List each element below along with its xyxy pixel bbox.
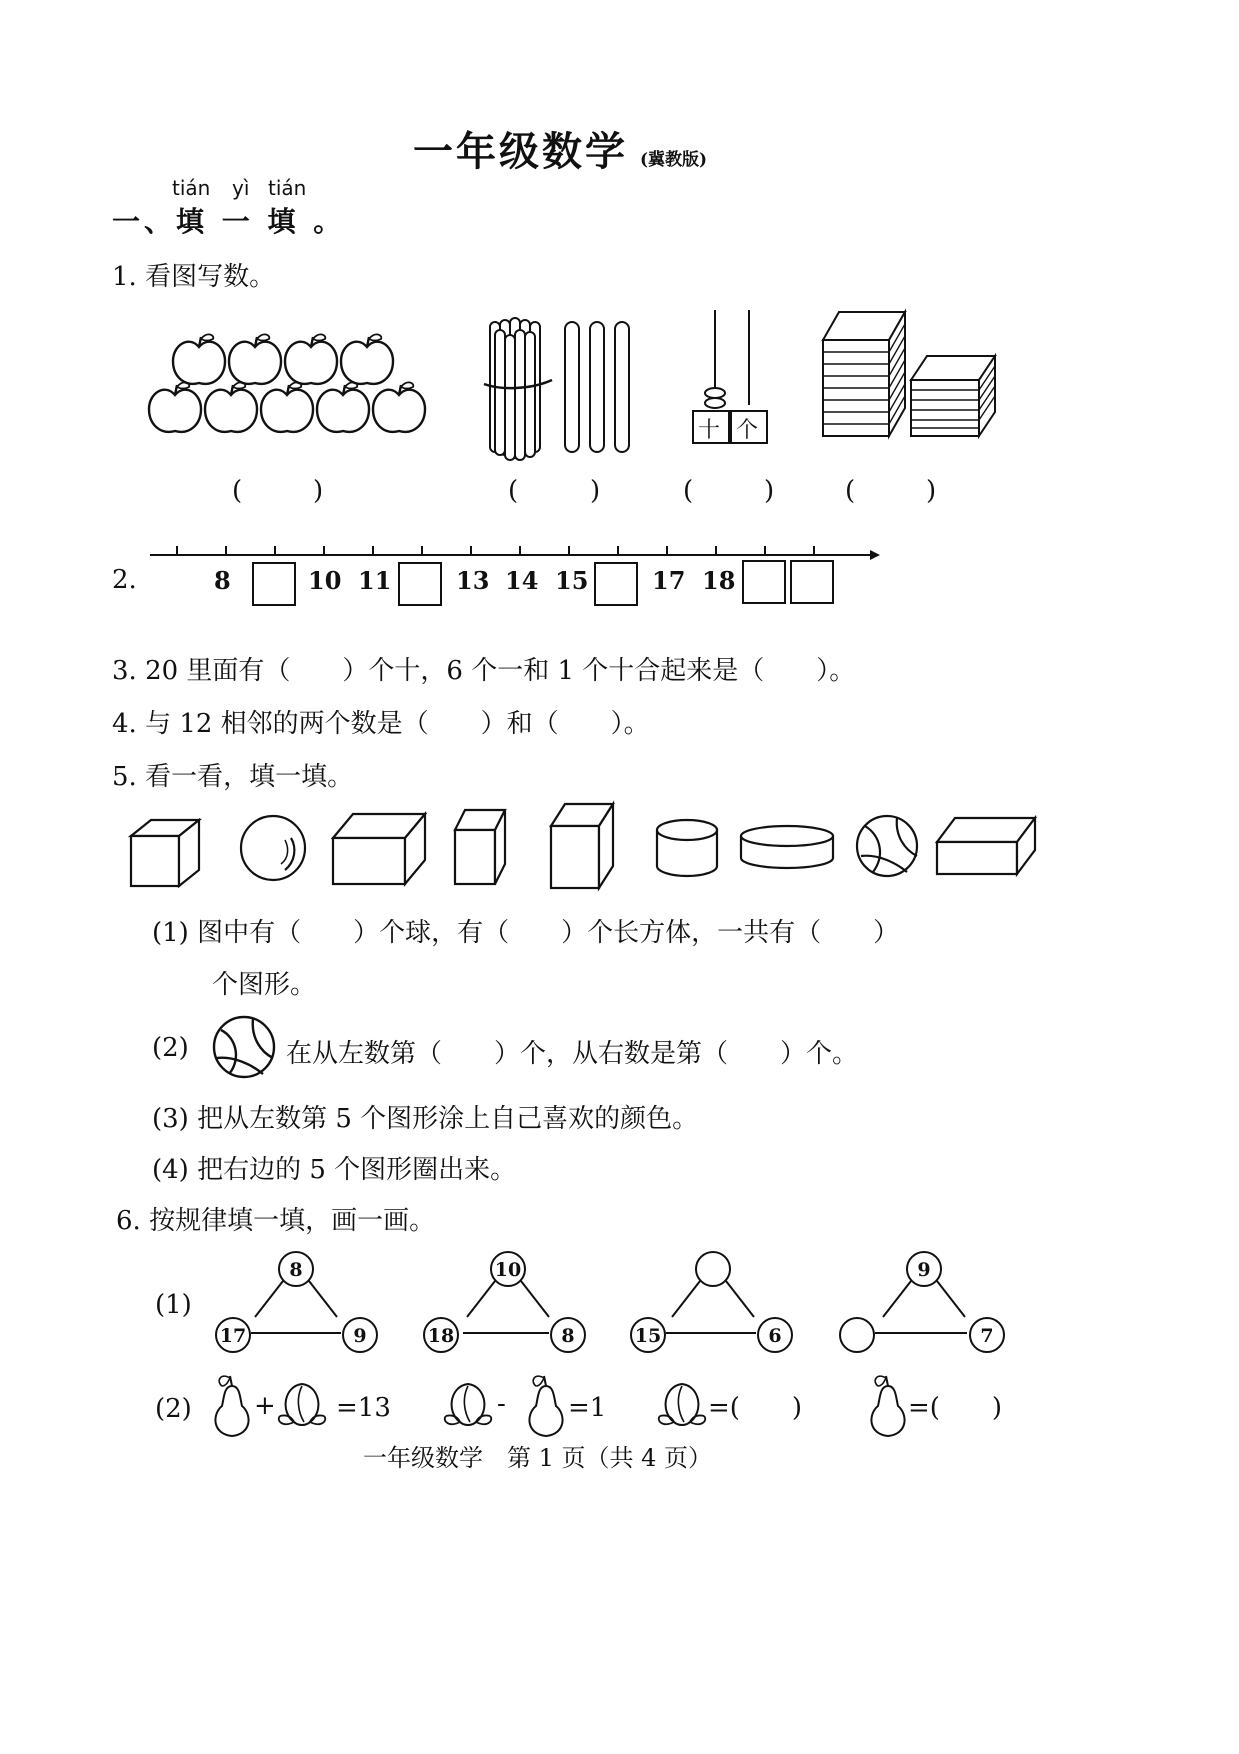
q5-part1-line2: 个图形。 (212, 970, 317, 1000)
equation-3-result: =( ) (708, 1393, 803, 1423)
q1-answer-4-open: ( (845, 476, 856, 506)
triangle-top-number: 10 (494, 1259, 522, 1281)
page-title: 一年级数学 (413, 128, 628, 175)
equation-1-result: =13 (336, 1393, 391, 1423)
triangle-right-number: 6 (768, 1325, 782, 1347)
equation-2-result: =1 (568, 1393, 607, 1423)
q1-answer-1-open: ( (232, 476, 243, 506)
q5-label: 5. 看一看，填一填。 (112, 762, 354, 792)
number-label: 8 (214, 566, 231, 595)
apple-icon (229, 334, 281, 384)
number-label: 15 (555, 566, 589, 595)
q2-label: 2. (112, 565, 137, 595)
apple-icon (261, 382, 313, 432)
apple-icon (373, 382, 425, 432)
number-blank-box[interactable] (790, 560, 834, 604)
books-figure (815, 300, 1005, 450)
number-label: 13 (456, 566, 490, 595)
triangle-right-number: 8 (561, 1325, 575, 1347)
apple-icon (317, 382, 369, 432)
q1-answer-3-close: ) (764, 476, 775, 506)
section-heading: 一、填 一 填 。 (112, 205, 346, 238)
pear-icon (215, 1376, 248, 1436)
apple-icon (285, 334, 337, 384)
q5-part2-text: 在从左数第（ ）个，从右数是第（ ）个。 (286, 1039, 859, 1069)
peach-icon (279, 1384, 325, 1425)
q1-answer-2-close: ) (590, 476, 601, 506)
triangle-top-number: 9 (917, 1259, 931, 1281)
edition-label: (冀教版) (640, 150, 708, 170)
apple-icon (205, 382, 257, 432)
triangle-right-number: 7 (980, 1325, 994, 1347)
q5-part4: (4) 把右边的 5 个图形圈出来。 (152, 1155, 517, 1185)
triangle-right-number: 9 (353, 1325, 367, 1347)
number-blank-box[interactable] (594, 562, 638, 606)
number-label: 14 (505, 566, 539, 595)
q1-answer-1-close: ) (313, 476, 324, 506)
number-blank-box[interactable] (398, 562, 442, 606)
q4-text: 4. 与 12 相邻的两个数是（ ）和（ ）。 (112, 709, 650, 739)
shapes-row (125, 800, 1045, 900)
number-label: 10 (308, 566, 342, 595)
volleyball-icon (211, 1014, 277, 1080)
q6-part1-label: (1) (155, 1290, 192, 1320)
abacus-ones-label: 个 (736, 418, 759, 443)
plus-sign: + (254, 1391, 276, 1421)
q3-text: 3. 20 里面有（ ）个十，6 个一和 1 个十合起来是（ ）。 (112, 656, 856, 686)
q6-part2-label: (2) (155, 1394, 192, 1424)
number-triangles (205, 1245, 1025, 1375)
q1-answer-3-open: ( (683, 476, 694, 506)
number-label: 18 (702, 566, 736, 595)
pinyin-yi: yì (232, 176, 250, 200)
number-blank-box[interactable] (252, 562, 296, 606)
triangle-top-number: 8 (289, 1259, 303, 1281)
abacus-tens-label: 十 (698, 418, 721, 443)
q1-label: 1. 看图写数。 (112, 262, 276, 292)
q1-answer-2-open: ( (508, 476, 519, 506)
peach-icon (659, 1384, 705, 1425)
q5-part2-number: (2) (152, 1033, 189, 1063)
q6-label: 6. 按规律填一填，画一画。 (116, 1206, 436, 1236)
number-label: 17 (652, 566, 686, 595)
triangle-left-number: 15 (634, 1325, 662, 1347)
apple-icon (173, 334, 225, 384)
pear-icon (871, 1376, 904, 1436)
pinyin-tian-1: tián (172, 176, 211, 200)
pinyin-tian-2: tián (268, 176, 307, 200)
pear-icon (529, 1376, 562, 1436)
minus-sign: - (497, 1389, 506, 1419)
fruit-equations (198, 1372, 1038, 1442)
apples-figure (145, 335, 445, 455)
equation-4-result: =( ) (908, 1393, 1003, 1423)
page-footer: 一年级数学 第 1 页（共 4 页） (363, 1444, 713, 1472)
triangle-left-number: 18 (427, 1325, 455, 1347)
q5-part3: (3) 把从左数第 5 个图形涂上自己喜欢的颜色。 (152, 1104, 699, 1134)
triangle-left-number: 17 (219, 1325, 247, 1347)
number-blank-box[interactable] (742, 560, 786, 604)
peach-icon (445, 1384, 491, 1425)
q1-answer-4-close: ) (926, 476, 937, 506)
apple-icon (341, 334, 393, 384)
number-label: 11 (358, 566, 392, 595)
apple-icon (149, 382, 201, 432)
sticks-figure (480, 310, 650, 470)
q5-part1-line1: (1) 图中有（ ）个球，有（ ）个长方体，一共有（ ） (152, 918, 900, 948)
